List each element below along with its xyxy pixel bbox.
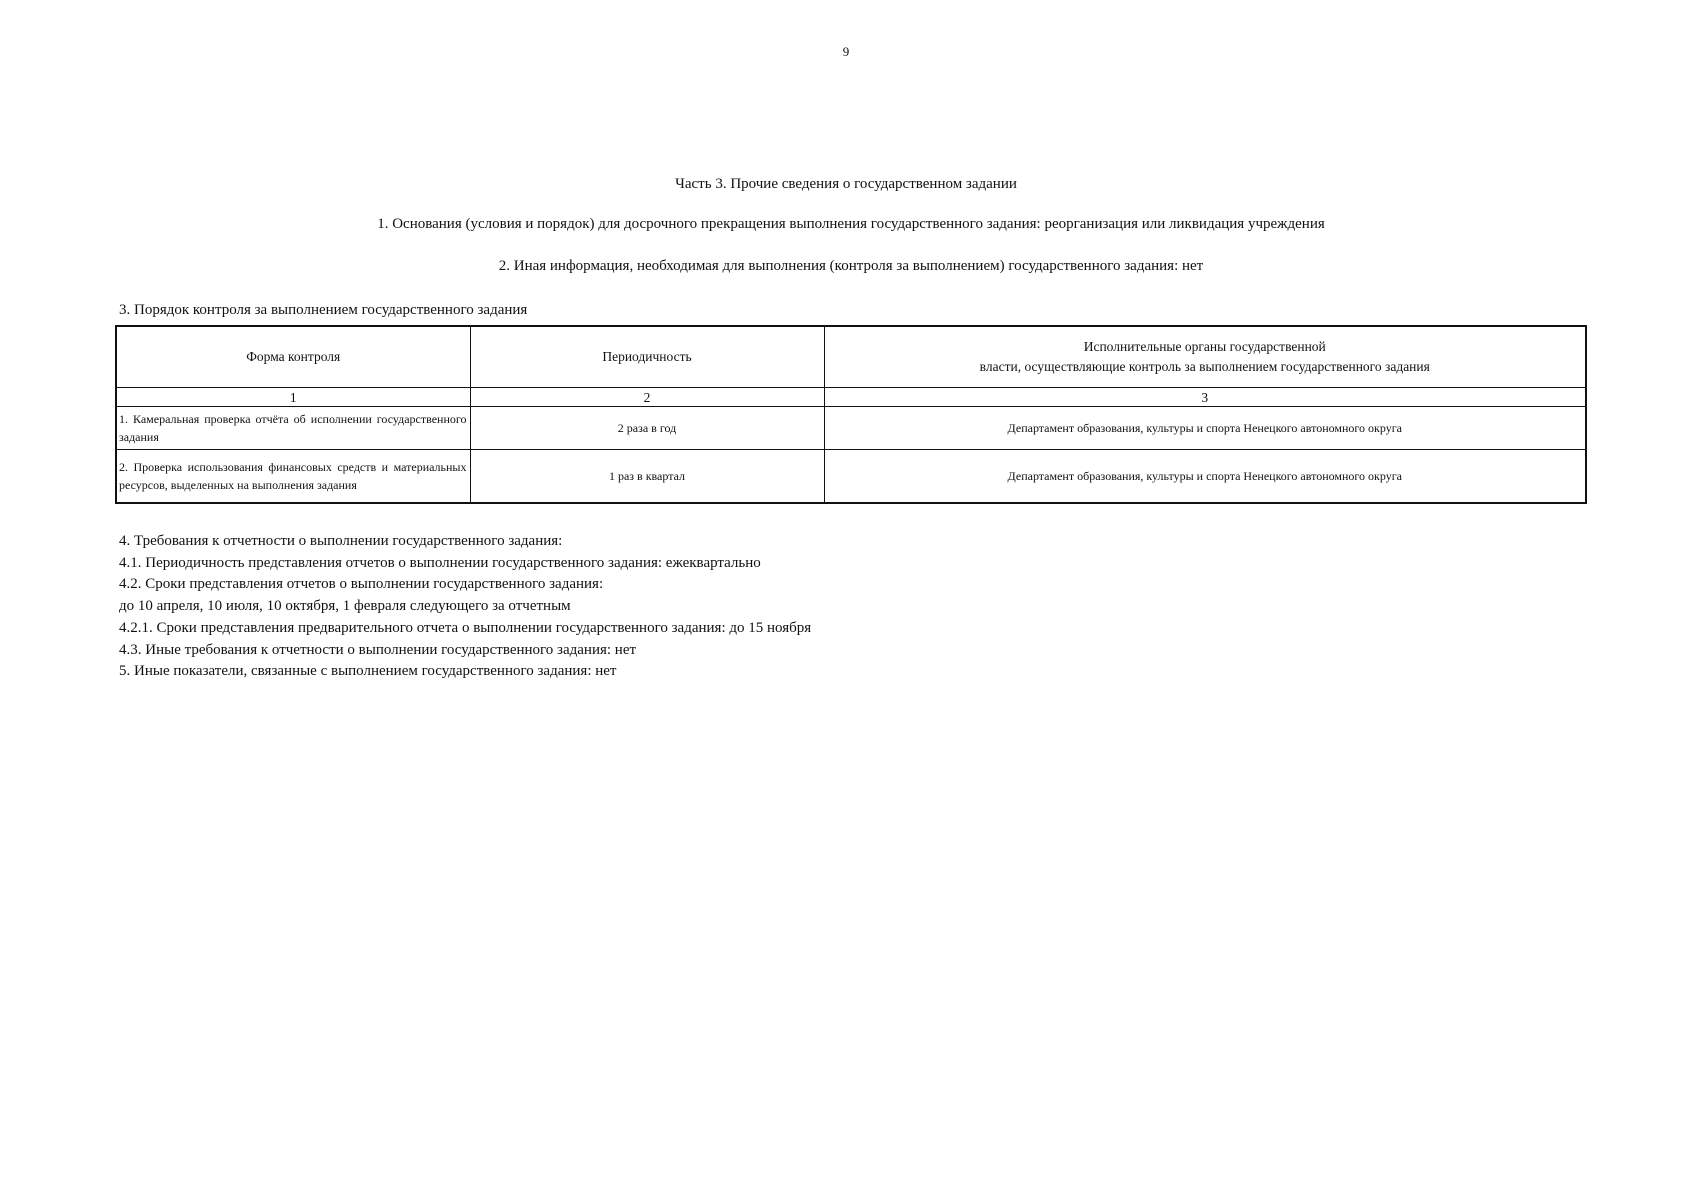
other-information: 2. Иная информация, необходимая для выполнения (контроля за выполнением) государственного задания: нет [498, 258, 1204, 274]
control-table [115, 325, 1587, 504]
requirement-4-2: 4.2. Сроки представления отчетов о выполнении государственного задания: [119, 576, 604, 593]
header-periodicity: Периодичность [470, 326, 824, 388]
requirement-4: 4. Требования к отчетности о выполнении государственного задания: [119, 533, 563, 549]
part-title: Часть 3. Прочие сведения о государственном задании [675, 176, 1017, 192]
requirement-4-1: 4.1. Периодичность представления отчетов о выполнении государственного задания: ежеквартально [119, 554, 761, 571]
table-column-numbers-row [116, 388, 1586, 407]
authority-cell: Департамент образования, культуры и спорта Ненецкого автономного округа [824, 450, 1586, 504]
header-form-of-control: Форма контроля [116, 326, 470, 388]
form-of-control-cell: 1. Камеральная проверка отчёта об исполнении государственного задания [116, 407, 470, 450]
reporting-requirements [119, 531, 811, 683]
requirement-4-2-dates: до 10 апреля, 10 июля, 10 октября, 1 февраля следующего за отчетным [119, 598, 571, 615]
requirement-4-3: 4.3. Иные требования к отчетности о выполнении государственного задания: нет [119, 641, 637, 658]
authority-cell: Департамент образования, культуры и спорта Ненецкого автономного округа [824, 407, 1586, 450]
header-authorities [824, 326, 1586, 388]
periodicity-cell: 2 раза в год [470, 407, 824, 450]
header-authorities-line2: власти, осуществляющие контроль за выполнением государственного задания [979, 359, 1430, 374]
page-number: 9 [842, 44, 850, 59]
form-of-control-cell: 2. Проверка использования финансовых средств и материальных ресурсов, выделенных на выполнения задания [116, 450, 470, 504]
column-number: 3 [824, 388, 1586, 407]
table-row [116, 407, 1586, 450]
requirement-4-2-1: 4.2.1. Сроки представления предварительного отчета о выполнении государственного задания: до 15 ноября [119, 619, 812, 636]
periodicity-cell: 1 раз в квартал [470, 450, 824, 504]
table-row [116, 450, 1586, 504]
header-authorities-line1: Исполнительные органы государственной [1083, 339, 1326, 354]
column-number: 1 [116, 388, 470, 407]
column-number: 2 [470, 388, 824, 407]
early-termination-grounds: 1. Основания (условия и порядок) для досрочного прекращения выполнения государственного задания: реорганизация или ликвидация учреждения [377, 216, 1325, 232]
control-procedure-title: 3. Порядок контроля за выполнением государственного задания [119, 302, 528, 318]
requirement-5: 5. Иные показатели, связанные с выполнением государственного задания: нет [119, 663, 617, 680]
table-header-row [116, 326, 1586, 388]
